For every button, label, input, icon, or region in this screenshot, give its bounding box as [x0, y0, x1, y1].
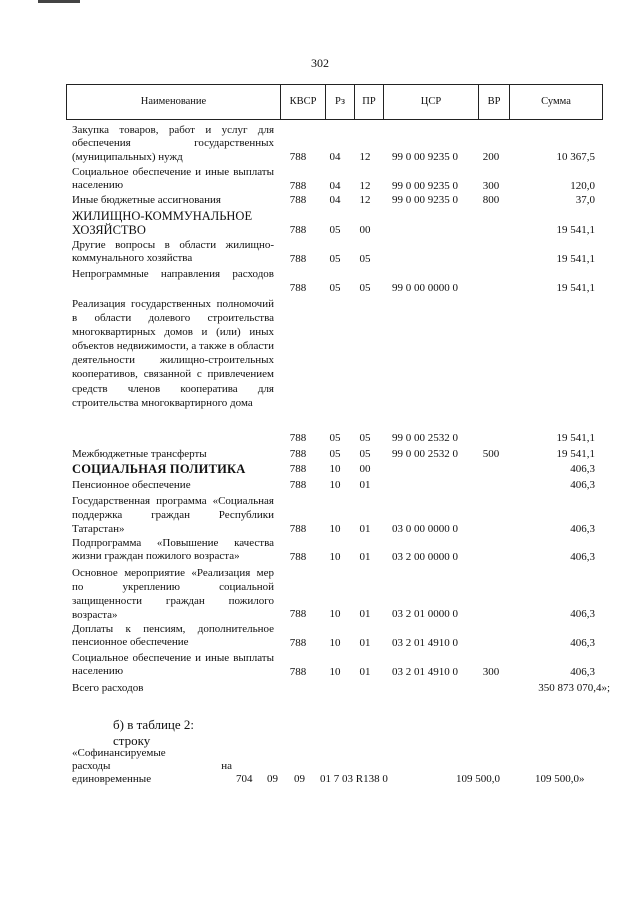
row-pr: 05: [359, 448, 371, 460]
section-b-name-word: расходы: [72, 760, 111, 772]
row-sum: 406,3: [570, 523, 595, 535]
row-csr: 03 2 01 0000 0: [392, 608, 458, 620]
row-name: Доплаты к пенсиям, дополнительное пенсионное обеспечение: [72, 623, 274, 649]
row-rz: 10: [329, 608, 341, 620]
row-rz: 05: [329, 253, 341, 265]
row-sum: 19 541,1: [556, 282, 595, 294]
row-name: Государственная программа «Социальная поддержка граждан Республики Татарстан»: [72, 495, 274, 535]
row-pr: 01: [359, 637, 371, 649]
row-name: Социальное обеспечение и иные выплаты населению: [72, 652, 274, 678]
row-pr: 05: [359, 432, 371, 444]
row-name: Социальное обеспечение и иные выплаты населению: [72, 166, 274, 192]
section-b-name-line: «Софинансируемые: [72, 747, 166, 759]
row-csr: 99 0 00 0000 0: [392, 282, 458, 294]
row-sum: 10 367,5: [556, 151, 595, 163]
row-pr: 01: [359, 608, 371, 620]
row-vr: 300: [482, 666, 500, 678]
row-sum: 19 541,1: [556, 253, 595, 265]
row-kvsr: 788: [289, 463, 307, 475]
row-csr: 99 0 00 2532 0: [392, 432, 458, 444]
row-csr: 99 0 00 2532 0: [392, 448, 458, 460]
row-kvsr: 788: [289, 282, 307, 294]
row-rz: 10: [329, 463, 341, 475]
row-pr: 00: [359, 224, 371, 236]
row-name: Пенсионное обеспечение: [72, 479, 191, 491]
total-value: 350 873 070,4»;: [538, 682, 610, 694]
section-b-kvsr: 704: [236, 773, 253, 785]
row-pr: 01: [359, 551, 371, 563]
section-b-title: б) в таблице 2:: [113, 717, 195, 732]
row-pr: 05: [359, 253, 371, 265]
row-sum: 19 541,1: [556, 224, 595, 236]
row-name: Другие вопросы в области жилищно-коммунального хозяйства: [72, 239, 274, 265]
row-sum: 406,3: [570, 608, 595, 620]
header-pr: ПР: [362, 96, 376, 107]
row-kvsr: 788: [289, 151, 307, 163]
page-number: 302: [311, 56, 329, 70]
row-rz: 04: [329, 151, 341, 163]
row-kvsr: 788: [289, 432, 307, 444]
row-rz: 10: [329, 479, 341, 491]
header-csr: ЦСР: [420, 96, 442, 107]
row-name: Непрограммные направления расходов: [72, 268, 274, 280]
section-b-csr: 01 7 03 R138 0: [320, 773, 388, 785]
section-b-row-label: строку: [113, 733, 151, 748]
table-header: [66, 84, 603, 120]
row-sum: 19 541,1: [556, 432, 595, 444]
section-b-name-word: на: [221, 760, 232, 772]
row-csr: 03 0 00 0000 0: [392, 523, 458, 535]
row-csr: 03 2 00 0000 0: [392, 551, 458, 563]
row-rz: 05: [329, 224, 341, 236]
row-rz: 04: [329, 194, 341, 206]
row-pr: 00: [359, 463, 371, 475]
section-b-name-line: единовременные: [72, 773, 152, 785]
row-sum: 120,0: [570, 180, 595, 192]
row-csr: 99 0 00 9235 0: [392, 194, 458, 206]
row-rz: 05: [329, 282, 341, 294]
section-b-name-line: [72, 760, 232, 773]
row-pr: 12: [359, 151, 371, 163]
row-rz: 10: [329, 637, 341, 649]
row-name: Реализация государственных полномочий в области долевого строительства многоквартирных домов и (или) иных объектов недвижимости, а также в области деятельности жилищно-строительных кооперативов, связанной с привлечением средств членов кооператива для строительства многоквартирного дома: [72, 298, 274, 409]
header-rz: Рз: [335, 96, 345, 107]
row-kvsr: 788: [289, 194, 307, 206]
row-sum: 406,3: [570, 479, 595, 491]
section-b-value-1: 109 500,0: [456, 773, 500, 785]
section-b-pr: 09: [294, 773, 305, 785]
row-csr: 03 2 01 4910 0: [392, 666, 458, 678]
row-sum: 406,3: [570, 551, 595, 563]
header-sum: Сумма: [541, 96, 571, 107]
scan-edge-mark: [38, 0, 80, 3]
row-vr: 300: [482, 180, 500, 192]
section-b-name: [72, 747, 232, 786]
row-sum: 19 541,1: [556, 448, 595, 460]
row-pr: 12: [359, 194, 371, 206]
header-kvsr: КВСР: [289, 96, 317, 107]
section-b-value-2: 109 500,0»: [535, 773, 585, 785]
row-name: Межбюджетные трансферты: [72, 448, 207, 460]
row-name: Подпрограмма «Повышение качества жизни граждан пожилого возраста»: [72, 537, 274, 563]
header-vr: ВР: [487, 96, 501, 107]
row-sum: 406,3: [570, 666, 595, 678]
row-rz: 05: [329, 448, 341, 460]
row-pr: 01: [359, 479, 371, 491]
row-kvsr: 788: [289, 637, 307, 649]
row-pr: 05: [359, 282, 371, 294]
section-b-rz: 09: [267, 773, 278, 785]
row-kvsr: 788: [289, 180, 307, 192]
row-rz: 10: [329, 666, 341, 678]
total-label: Всего расходов: [72, 682, 144, 694]
row-rz: 04: [329, 180, 341, 192]
row-csr: 99 0 00 9235 0: [392, 151, 458, 163]
section-heading: ЖИЛИЩНО-КОММУНАЛЬНОЕ ХОЗЯЙСТВО: [72, 209, 253, 237]
row-name: Иные бюджетные ассигнования: [72, 194, 221, 206]
row-pr: 12: [359, 180, 371, 192]
row-vr: 800: [482, 194, 500, 206]
header-name: Наименование: [140, 96, 207, 107]
row-kvsr: 788: [289, 224, 307, 236]
row-name: Закупка товаров, работ и услуг для обеспечения государственных (муниципальных) нужд: [72, 124, 274, 163]
row-kvsr: 788: [289, 666, 307, 678]
row-pr: 01: [359, 666, 371, 678]
row-sum: 37,0: [575, 194, 595, 206]
row-kvsr: 788: [289, 551, 307, 563]
row-kvsr: 788: [289, 608, 307, 620]
row-csr: 99 0 00 9235 0: [392, 180, 458, 192]
row-csr: 03 2 01 4910 0: [392, 637, 458, 649]
row-rz: 10: [329, 523, 341, 535]
row-kvsr: 788: [289, 523, 307, 535]
row-pr: 01: [359, 523, 371, 535]
row-vr: 500: [482, 448, 500, 460]
row-sum: 406,3: [570, 463, 595, 475]
row-kvsr: 788: [289, 448, 307, 460]
row-name: Основное мероприятие «Реализация мер по укреплению социальной защищенности граждан пожилого возраста»: [72, 567, 274, 621]
section-heading: СОЦИАЛЬНАЯ ПОЛИТИКА: [72, 462, 246, 476]
row-rz: 10: [329, 551, 341, 563]
row-vr: 200: [482, 151, 500, 163]
row-kvsr: 788: [289, 479, 307, 491]
row-rz: 05: [329, 432, 341, 444]
row-kvsr: 788: [289, 253, 307, 265]
row-sum: 406,3: [570, 637, 595, 649]
